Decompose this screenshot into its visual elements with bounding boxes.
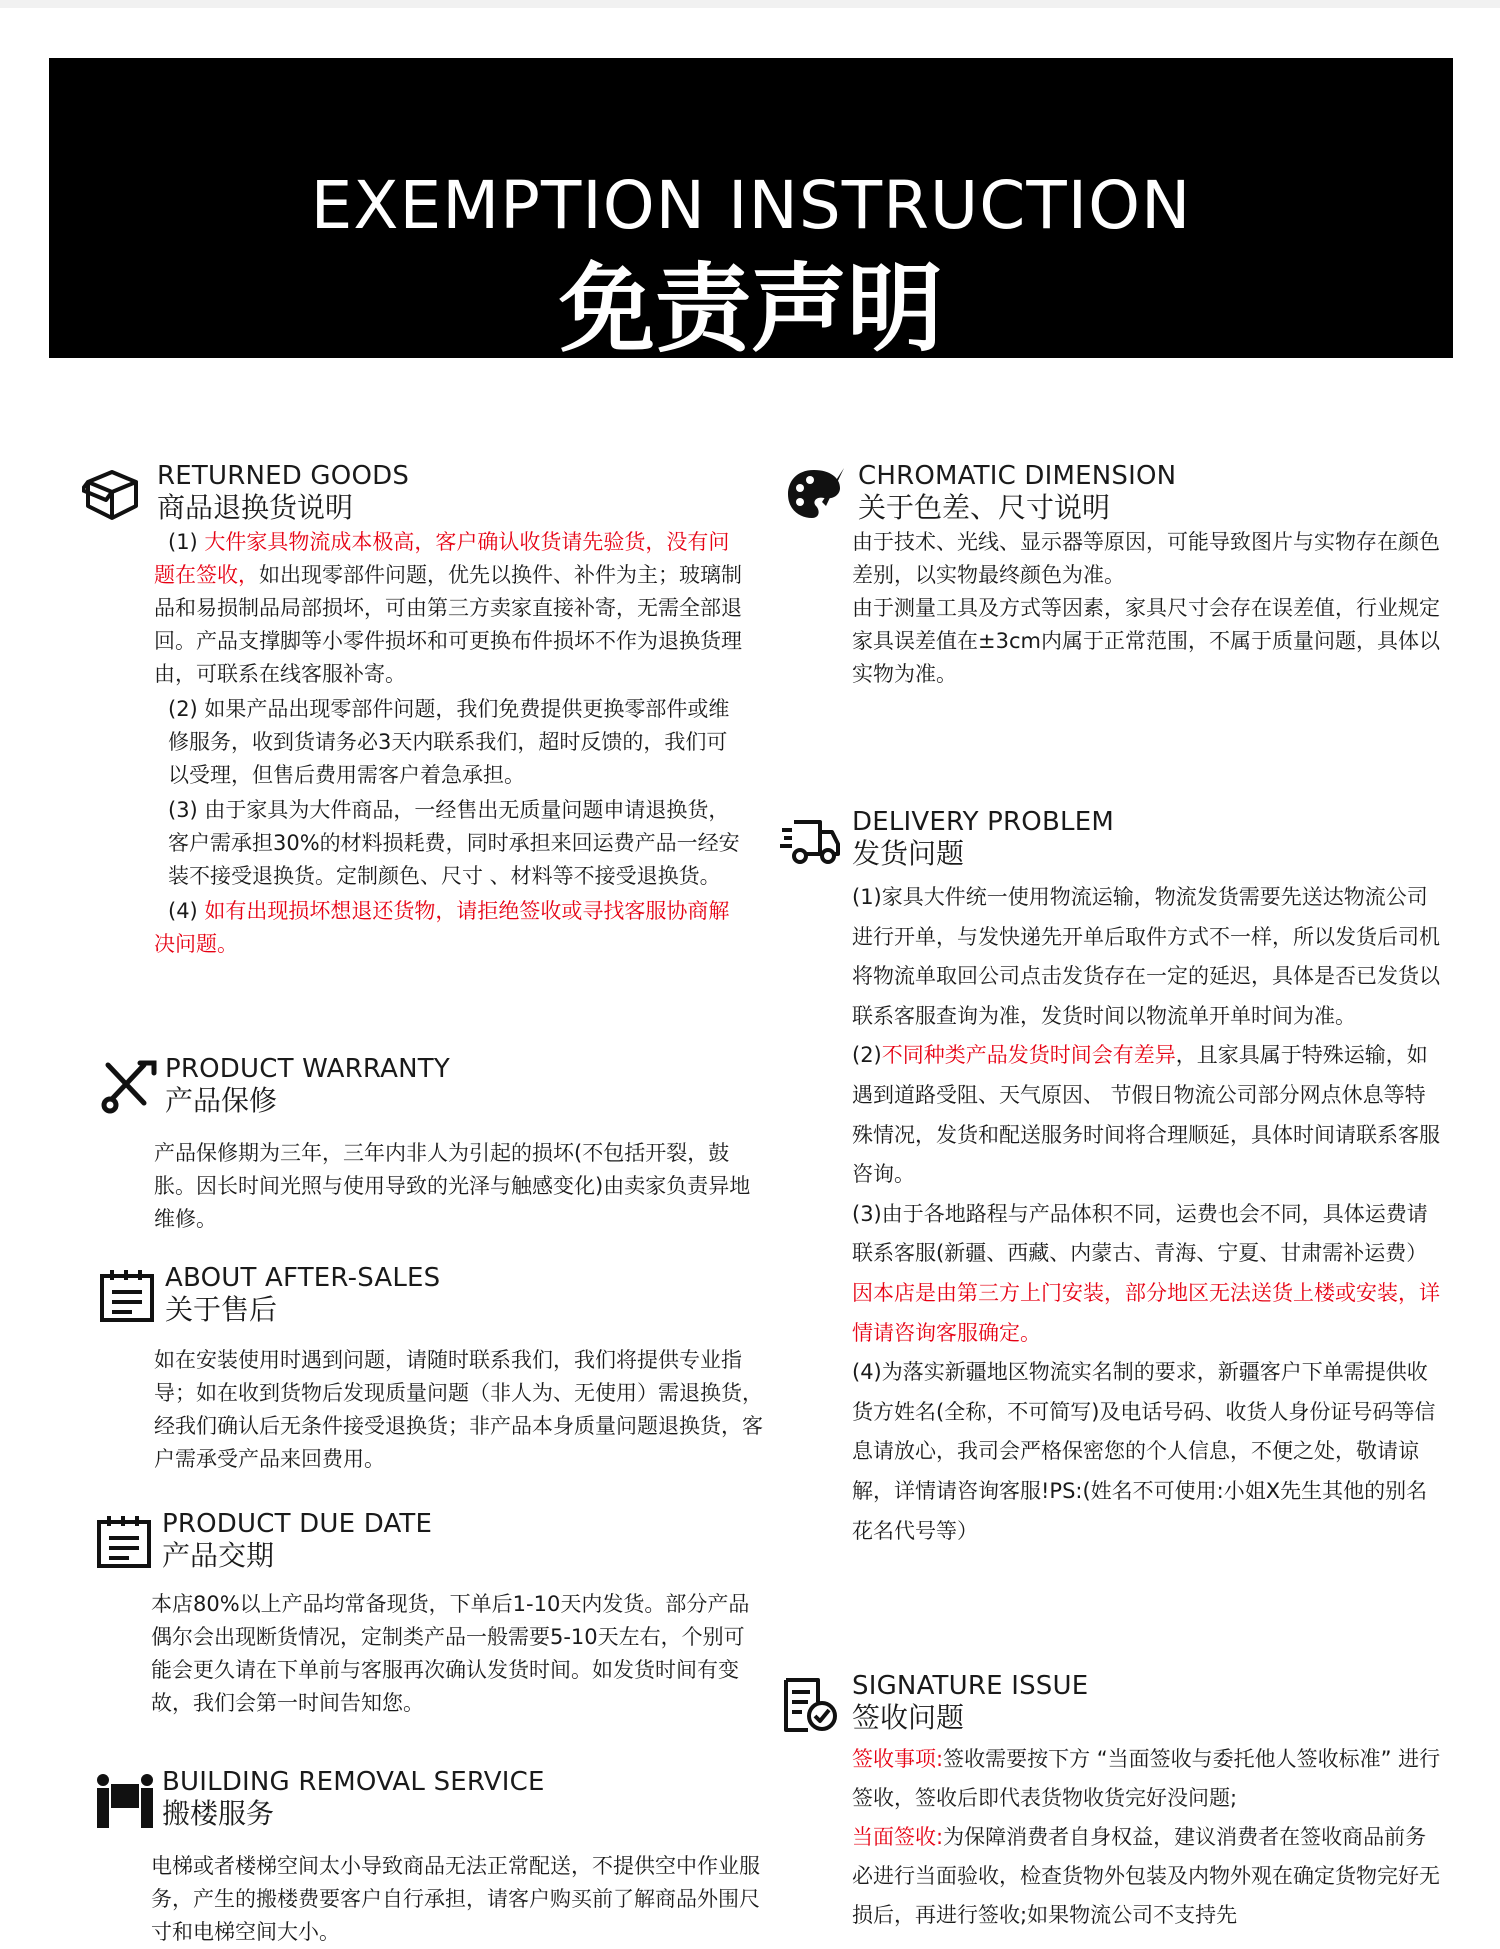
building-removal-text: 电梯或者楼梯空间太小导致商品无法正常配送，不提供空中作业服务，产生的搬楼费要客户自行承担，请客户购买前了解商品外围尺寸和电梯空间大小。 bbox=[151, 1854, 760, 1944]
section-title-cn: 关于售后 bbox=[165, 1293, 278, 1326]
section-title-en: DELIVERY PROBLEM bbox=[852, 807, 1114, 837]
paragraph-text: (1)家具大件统一使用物流运输，物流发货需要先送达物流公司进行开单，与发快递先开单后取件方式不一样，所以发货后司机将物流单取回公司点击发货存在一定的延迟，具体是否已发货以联系客服查询为准，发货时间以物流单开单时间为准。 bbox=[852, 885, 1440, 1028]
section-title-en: RETURNED GOODS bbox=[157, 461, 410, 491]
due-date-text: 本店80%以上产品均常备现货，下单后1-10天内发货。部分产品偶尔会出现断货情况，定制类产品一般需要5-10天左右，个别可能会更久请在下单前与客服再次确认发货时间。如发货时间有变故，我们会第一时间告知您。 bbox=[151, 1592, 750, 1715]
warning-text: 因本店是由第三方上门安装，部分地区无法送货上楼或安装，详情请咨询客服确定。 bbox=[852, 1280, 1440, 1345]
paragraph-text: (4)为落实新疆地区物流实名制的要求，新疆客户下单需提供收货方姓名(全称，不可简写)及电话号码、收货人身份证号码等信息请放心，我司会严格保密您的个人信息，不便之处，敬请谅解，详情请咨询客服!PS:(姓名不可使用:小姐X先生其他的别名花名代号等） bbox=[852, 1360, 1436, 1543]
after-sales-section bbox=[98, 1262, 768, 1476]
warning-text: 不同种类产品发货时间会有差异 bbox=[881, 1043, 1176, 1068]
section-title-en: PRODUCT WARRANTY bbox=[165, 1054, 450, 1084]
returned-goods-text bbox=[154, 526, 744, 961]
calendar-icon bbox=[98, 1268, 158, 1324]
paragraph-text: 为保障消费者自身权益，建议消费者在签收商品前务必进行当面验收，检查货物外包装及内物外观在确定货物完好无损后，再进行签收;如果物流公司不支持先 bbox=[852, 1825, 1440, 1927]
warning-text: 如有出现损坏想退还货物，请拒绝签收或寻找客服协商解决问题。 bbox=[154, 899, 730, 956]
truck-icon bbox=[780, 812, 840, 868]
delivery-section bbox=[780, 806, 1470, 1551]
product-warranty-section bbox=[100, 1053, 770, 1236]
after-sales-text: 如在安装使用时遇到问题，请随时联系我们，我们将提供专业指导；如在收到货物后发现质量问题（非人为、无使用）需退换货，经我们确认后无条件接受退换货；非产品本身质量问题退换货，客户需承受产品来回费用。 bbox=[154, 1348, 763, 1471]
signature-section bbox=[782, 1670, 1472, 1935]
section-title-cn: 产品交期 bbox=[162, 1539, 275, 1572]
top-strip bbox=[0, 0, 1500, 8]
document-check-icon bbox=[782, 1676, 842, 1732]
warning-text: 大件家具物流成本极高，客户确认收货请先验货，没有问题在签收， bbox=[154, 530, 730, 587]
delivery-text bbox=[852, 878, 1442, 1551]
section-title-cn: 发货问题 bbox=[852, 837, 965, 870]
paragraph-text: (3)由于各地路程与产品体积不同，运费也会不同，具体运费请联系客服(新疆、西藏、内蒙古、青海、宁夏、甘肃需补运费） bbox=[852, 1201, 1428, 1266]
section-title-cn: 签收问题 bbox=[852, 1701, 965, 1734]
item-number: (2) bbox=[852, 1043, 882, 1068]
paragraph-text: (3) 由于家具为大件商品，一经售出无质量问题申请退换货，客户需承担30%的材料损耗费，同时承担来回运费产品一经安装不接受退换货。定制颜色、尺寸 、材料等不接受退换货。 bbox=[168, 798, 740, 888]
palette-icon bbox=[786, 466, 846, 522]
section-title-en: SIGNATURE ISSUE bbox=[852, 1671, 1089, 1701]
section-title-en: BUILDING REMOVAL SERVICE bbox=[162, 1767, 545, 1797]
chromatic-section bbox=[786, 460, 1466, 691]
section-title-cn: 关于色差、尺寸说明 bbox=[858, 491, 1111, 524]
section-title-en: CHROMATIC DIMENSION bbox=[858, 461, 1177, 491]
returned-goods-section bbox=[82, 460, 762, 961]
due-date-section bbox=[95, 1508, 765, 1720]
tools-icon bbox=[100, 1059, 160, 1115]
section-title-cn: 搬楼服务 bbox=[162, 1797, 275, 1830]
title-banner bbox=[49, 58, 1453, 365]
paragraph-text: 由于技术、光线、显示器等原因，可能导致图片与实物存在颜色差别，以实物最终颜色为准。 bbox=[852, 530, 1440, 587]
paragraph-text: ，且家具属于特殊运输，如遇到道路受阻、天气原因、 节假日物流公司部分网点休息等特殊情况，发货和配送服务时间将合理顺延，具体时间请联系客服咨询。 bbox=[852, 1043, 1440, 1187]
box-icon bbox=[82, 466, 142, 522]
warning-text: 当面签收: bbox=[852, 1825, 944, 1849]
product-warranty-text: 产品保修期为三年，三年内非人为引起的损坏(不包括开裂，鼓胀。因长时间光照与使用导致的光泽与触感变化)由卖家负责异地维修。 bbox=[154, 1141, 751, 1231]
calendar-icon bbox=[95, 1514, 155, 1570]
warning-text: 签收事项: bbox=[852, 1747, 944, 1771]
section-title-cn: 商品退换货说明 bbox=[157, 491, 354, 524]
item-number: (4) bbox=[168, 899, 205, 923]
paragraph-text: 如出现零部件问题，优先以换件、补件为主；玻璃制品和易损制品局部损坏，可由第三方卖家直接补寄，无需全部退回。产品支撑脚等小零件损坏和可更换布件损坏不作为退换货理由，可联系在线客服补寄。 bbox=[154, 563, 742, 686]
paragraph-text: 签收需要按下方 “当面签收与委托他人签收标准” 进行签收，签收后即代表货物收货完好没问题; bbox=[852, 1747, 1441, 1810]
banner-title-cn: 免责声明 bbox=[559, 253, 943, 365]
section-title-cn: 产品保修 bbox=[165, 1084, 278, 1117]
section-title-en: ABOUT AFTER-SALES bbox=[165, 1263, 441, 1293]
paragraph-text: 由于测量工具及方式等因素，家具尺寸会存在误差值，行业规定家具误差值在±3cm内属于正常范围，不属于质量问题，具体以实物为准。 bbox=[852, 596, 1440, 686]
paragraph-text: (2) 如果产品出现零部件问题，我们免费提供更换零部件或维修服务，收到货请务必3天内联系我们，超时反馈的，我们可以受理，但售后费用需客户着急承担。 bbox=[168, 697, 730, 787]
signature-text bbox=[852, 1740, 1444, 1935]
section-title-en: PRODUCT DUE DATE bbox=[162, 1509, 433, 1539]
chromatic-text bbox=[852, 526, 1452, 691]
movers-icon bbox=[95, 1772, 155, 1828]
building-removal-section bbox=[95, 1766, 765, 1949]
banner-title-en: EXEMPTION INSTRUCTION bbox=[310, 167, 1192, 244]
item-number: (1) bbox=[168, 530, 205, 554]
